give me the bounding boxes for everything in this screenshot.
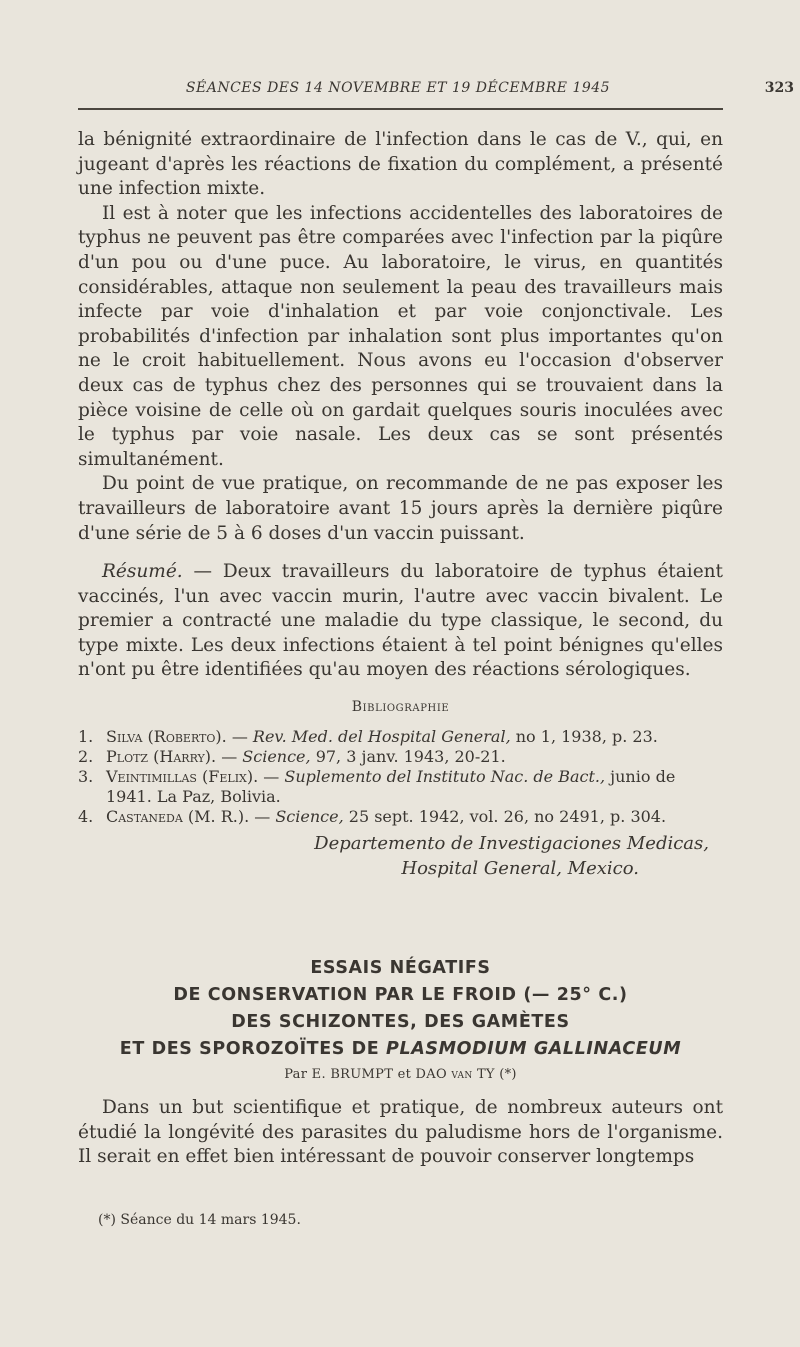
reference-number: 3. bbox=[78, 767, 94, 787]
reference-author: Silva (Roberto). bbox=[106, 727, 227, 747]
affiliation-line-2: Hospital General, Mexico. bbox=[401, 858, 639, 880]
footnote: (*) Séance du 14 mars 1945. bbox=[98, 1212, 301, 1228]
reference-author: Castaneda (M. R.). bbox=[106, 807, 250, 827]
reference-item bbox=[78, 767, 723, 807]
article-authors bbox=[78, 1067, 723, 1082]
reference-dash: — bbox=[216, 747, 243, 767]
article-title-line-4 bbox=[78, 1036, 723, 1063]
article-title-line-2: DE CONSERVATION PAR LE FROID (— 25° C.) bbox=[173, 985, 628, 1006]
article-title bbox=[78, 955, 723, 1063]
reference-journal: Suplemento del Instituto Nac. de Bact., bbox=[284, 767, 606, 787]
authors-suffix: TY (*) bbox=[472, 1067, 517, 1083]
authors-prefix: Par E. BRUMPT et DAO bbox=[284, 1067, 452, 1083]
species-name: PLASMODIUM GALLINACEUM bbox=[386, 1039, 682, 1060]
reference-dash: — bbox=[249, 807, 276, 827]
paragraph-1: la bénignité extraordinaire de l'infection dans le cas de V., qui, en jugeant d'après les réactions de fixation du complément, a présenté une infection mixte. bbox=[78, 129, 723, 200]
paragraph-2: Il est à noter que les infections accidentelles des laboratoires de typhus ne peuvent pas être comparées avec l'infection par la piqûre d'un pou ou d'une puce. Au laboratoire, le virus, en quantités considérables, attaque non seulement la peau des travailleurs mais infecte par voie d'inhalation et par voie conjonctivale. Les probabilités d'infection par inhalation sont plus importantes qu'on ne le croit habituellement. Nous avons eu l'occasion d'observer deux cas de typhus chez des personnes qui se trouvaient dans la pièce voisine de celle où on gardait quelques souris inoculées avec le typhus par voie nasale. Les deux cas se sont présentés simultanément. bbox=[78, 202, 723, 470]
affiliation bbox=[78, 831, 723, 881]
reference-number: 4. bbox=[78, 807, 94, 827]
reference-journal: Science, bbox=[242, 747, 311, 767]
reference-journal: Science, bbox=[275, 807, 344, 827]
article-intro-paragraph: Dans un but scientifique et pratique, de nombreux auteurs ont étudié la longévité des parasites du paludisme hors de l'organisme. Il serait en effet bien intéressant de pouvoir conserver longtemps bbox=[78, 1097, 723, 1168]
paragraph-3: Du point de vue pratique, on recommande de ne pas exposer les travailleurs de laboratoire avant 15 jours après la dernière piqûre d'une série de 5 à 6 doses d'un vaccin puissant. bbox=[78, 473, 723, 544]
page-number: 323 bbox=[764, 80, 794, 96]
reference-dash: — bbox=[258, 767, 285, 787]
resume-label: Résumé. bbox=[102, 561, 183, 583]
resume-paragraph bbox=[78, 560, 723, 683]
affiliation-line-1: Departemento de Investigaciones Medicas, bbox=[314, 833, 709, 855]
reference-details: junio de 1941. La Paz, Bolivia. bbox=[106, 767, 676, 807]
reference-journal: Rev. Med. del Hospital General, bbox=[252, 727, 511, 747]
bibliography-title: Bibliographie bbox=[351, 699, 450, 716]
resume-text: — Deux travailleurs du laboratoire de typhus étaient vaccinés, l'un avec vaccin murin, l'autre avec vaccin bivalent. Le premier a contracté une maladie du type classique, le second, du type mixte. Les deux infections étaient à tel point bénignes qu'elles n'ont pu être identifiées qu'au moyen des réactions sérologiques. bbox=[78, 561, 723, 681]
reference-item bbox=[78, 747, 723, 767]
text-body bbox=[78, 128, 723, 1170]
reference-author: Veintimillas (Felix). bbox=[106, 767, 259, 787]
article-title-line-4-prefix: ET DES SPOROZOÏTES DE bbox=[119, 1039, 387, 1060]
reference-author: Plotz (Harry). bbox=[106, 747, 217, 767]
reference-item bbox=[78, 807, 723, 827]
reference-number: 1. bbox=[78, 727, 94, 747]
reference-dash: — bbox=[226, 727, 253, 747]
authors-particle: van bbox=[451, 1067, 473, 1083]
reference-item bbox=[78, 727, 723, 747]
reference-number: 2. bbox=[78, 747, 94, 767]
reference-details: 97, 3 janv. 1943, 20-21. bbox=[310, 747, 506, 767]
reference-details: 25 sept. 1942, vol. 26, no 2491, p. 304. bbox=[343, 807, 667, 827]
article-title-line-1: ESSAIS NÉGATIFS bbox=[310, 958, 491, 979]
reference-list bbox=[78, 727, 723, 827]
article-title-line-3: DES SCHIZONTES, DES GAMÈTES bbox=[231, 1012, 570, 1033]
reference-details: no 1, 1938, p. 23. bbox=[510, 727, 658, 747]
running-header: SÉANCES DES 14 NOVEMBRE ET 19 DÉCEMBRE 1945 bbox=[185, 80, 611, 96]
header-rule bbox=[78, 108, 723, 110]
